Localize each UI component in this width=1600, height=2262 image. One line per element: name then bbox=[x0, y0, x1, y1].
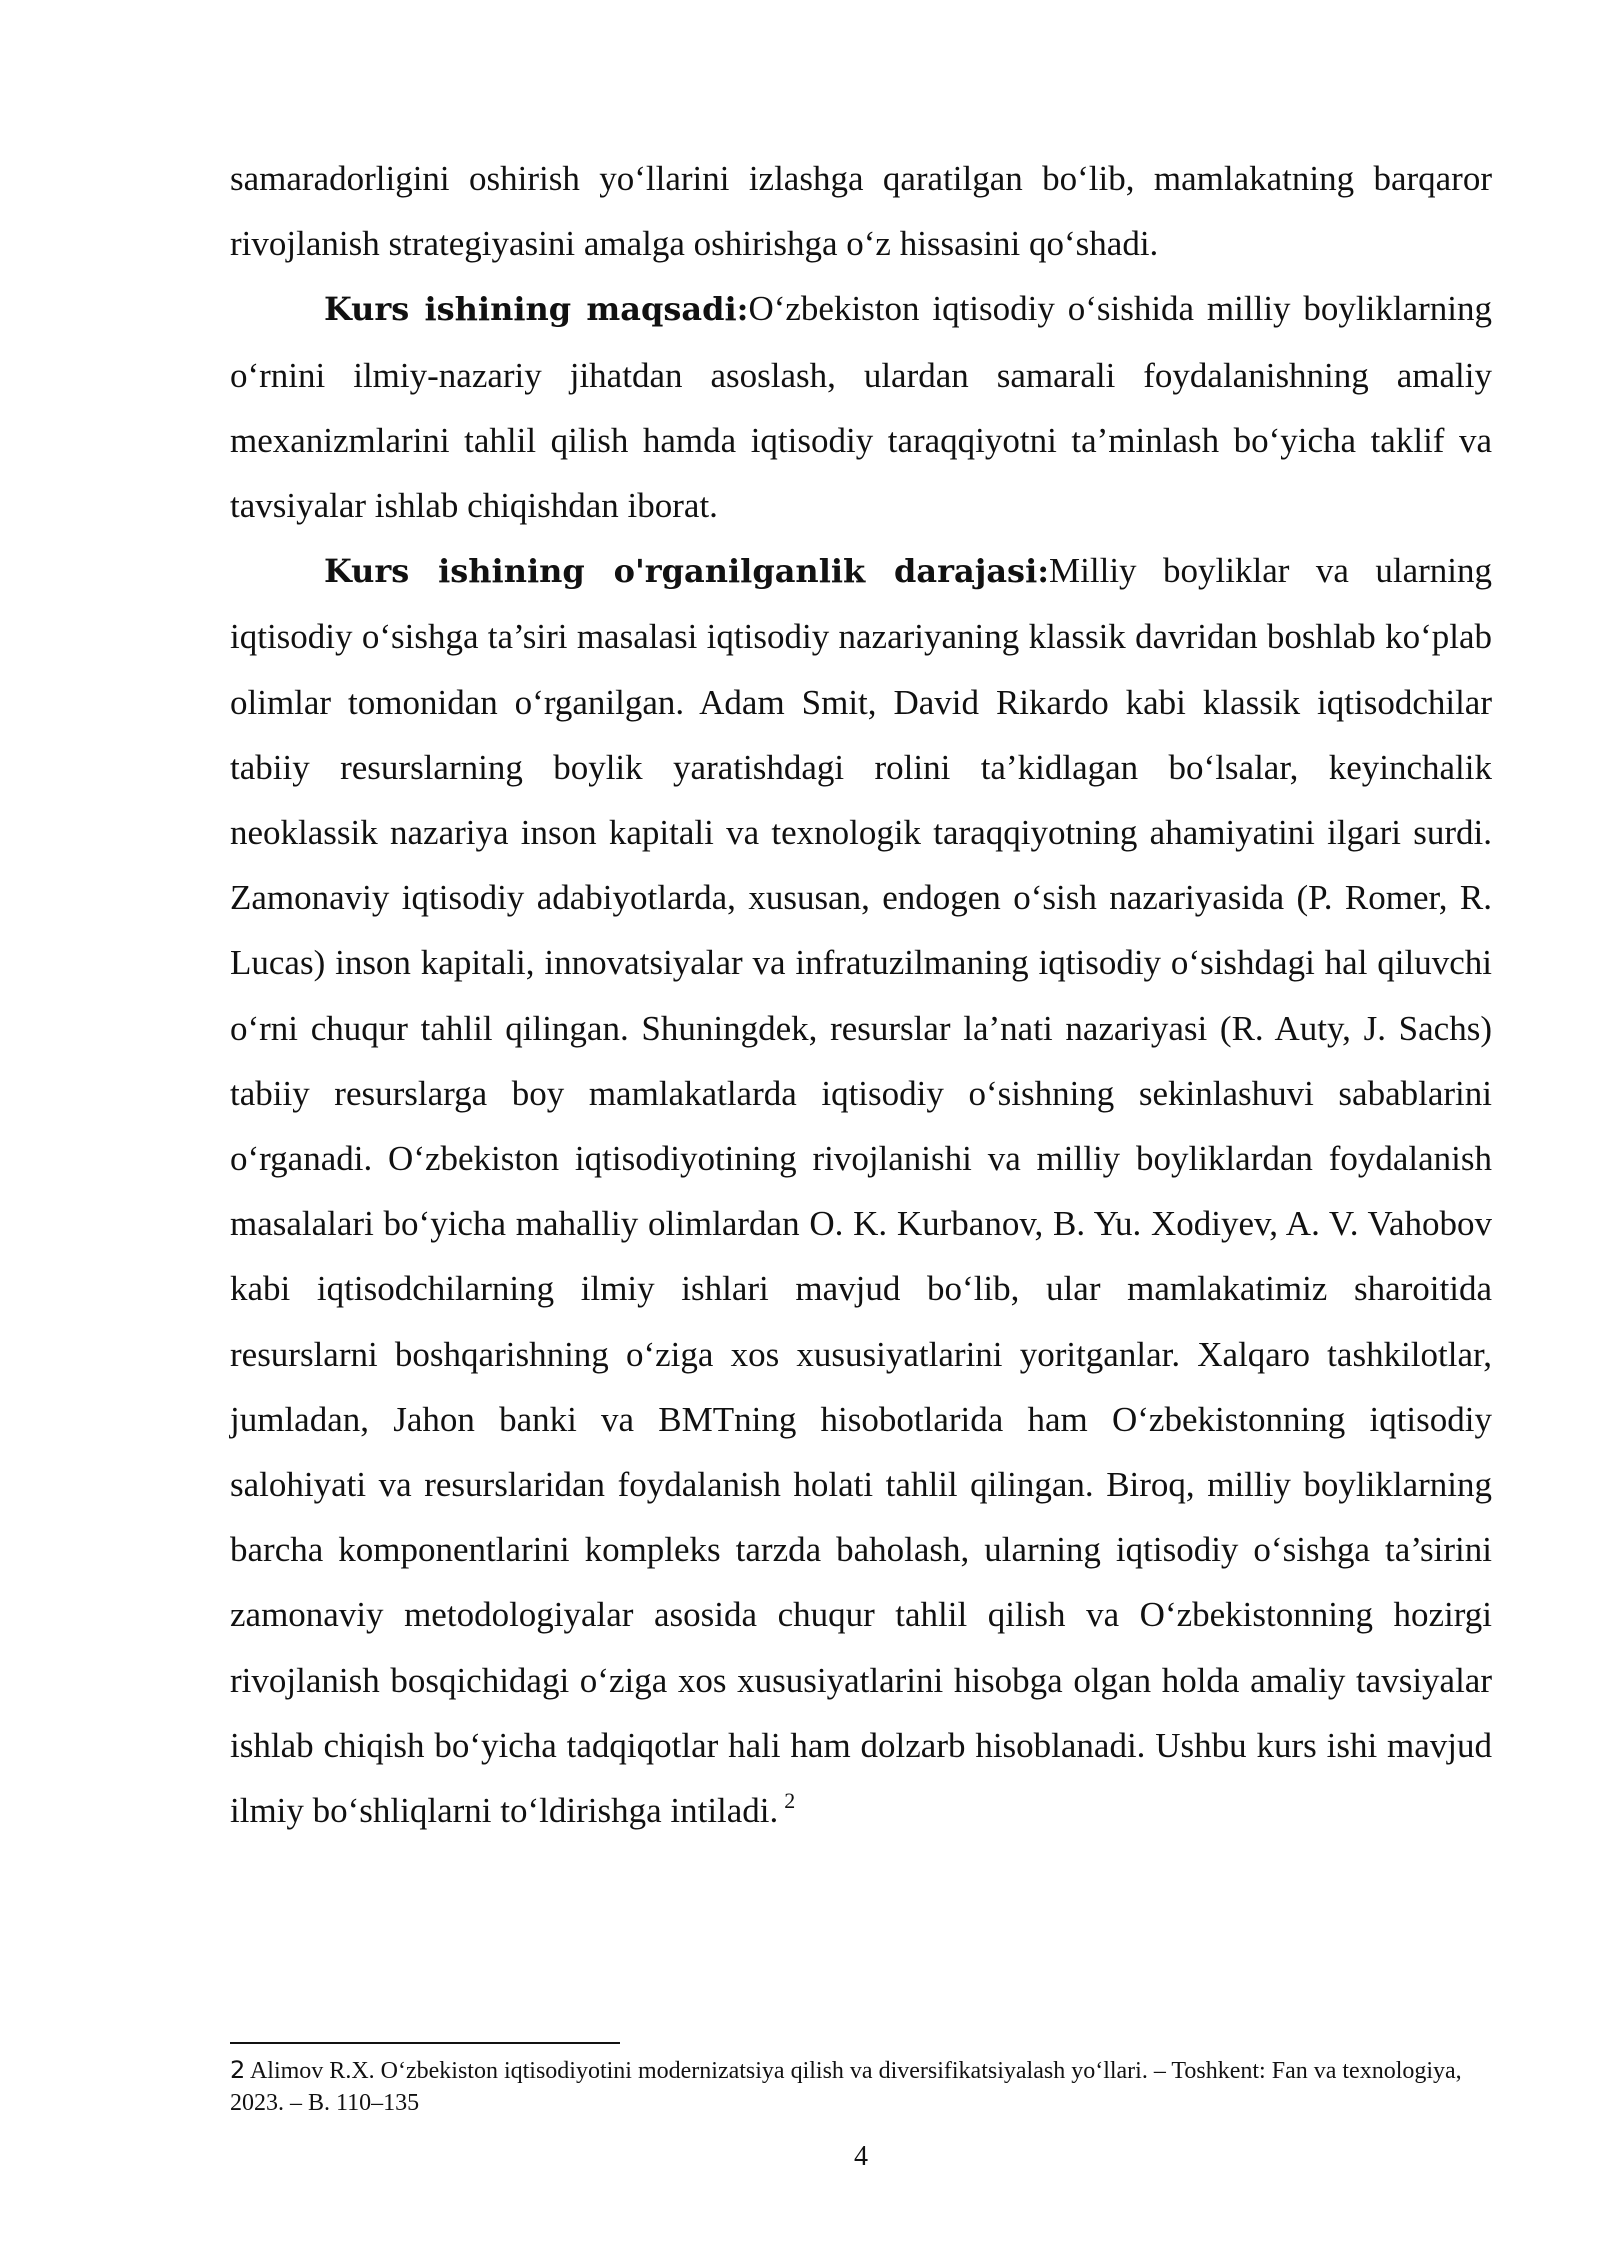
body-text bbox=[230, 146, 1492, 1843]
study-level-text: Milliy boyliklar va ularning iqtisodiy o‘sishga ta’siri masalasi iqtisodiy nazariyaning klassik davridan boshlab ko‘plab olimlar tomonidan o‘rganilgan. Adam Smit, David Rikardo kabi klassik iqtisodchilar tabiiy resurslarning boylik yaratishdagi rolini ta’kidlagan bo‘lsalar, keyinchalik neoklassik nazariya inson kapitali va texnologik taraqqiyotning ahamiyatini ilgari surdi. Zamonaviy iqtisodiy adabiyotlarda, xususan, endogen o‘sish nazariyasida (P. Romer, R. Lucas) inson kapitali, innovatsiyalar va infratuzilmaning iqtisodiy o‘sishdagi hal qiluvchi o‘rni chuqur tahlil qilingan. Shuningdek, resurslar la’nati nazariyasi (R. Auty, J. Sachs) tabiiy resurslarga boy mamlakatlarda iqtisodiy o‘sishning sekinlashuvi sabablarini o‘rganadi. O‘zbekiston iqtisodiyotining rivojlanishi va milliy boyliklardan foydalanish masalalari bo‘yicha mahalliy olimlardan O. K. Kurbanov, B. Yu. Xodiyev, A. V. Vahobov kabi iqtisodchilarning ilmiy ishlari mavjud bo‘lib, ular mamlakatimiz sharoitida resurslarni boshqarishning o‘ziga xos xususiyatlarini yoritganlar. Xalqaro tashkilotlar, jumladan, Jahon banki va BMTning hisobotlarida ham O‘zbekistonning iqtisodiy salohiyati va resurslaridan foydalanish holati tahlil qilingan. Biroq, milliy boyliklarning barcha komponentlarini kompleks tarzda baholash, ularning iqtisodiy o‘sishga ta’sirini zamonaviy metodologiyalar asosida chuqur tahlil qilish va O‘zbekistonning hozirgi rivojlanish bosqichidagi o‘ziga xos xususiyatlarini hisobga olgan holda amaliy tavsiyalar ishlab chiqish bo‘yicha tadqiqotlar hali ham dolzarb hisoblanadi. Ushbu kurs ishi mavjud ilmiy bo‘shliqlarni to‘ldirishga intiladi. bbox=[230, 551, 1492, 1831]
continuation-text: samaradorligini oshirish yo‘llarini izlashga qaratilgan bo‘lib, mamlakatning barqaror rivojlanish strategiyasini amalga oshirishga o‘z hissasini qo‘shadi. bbox=[230, 159, 1492, 264]
footnote-divider bbox=[230, 2042, 620, 2044]
paragraph-study-level bbox=[230, 538, 1492, 1843]
footnote-reference: 2 bbox=[784, 1788, 796, 1814]
footnote-number: 2 bbox=[230, 2056, 246, 2084]
goal-heading: Kurs ishining maqsadi: bbox=[324, 290, 749, 329]
paragraph-continuation bbox=[230, 146, 1492, 276]
study-level-heading: Kurs ishining o'rganilganlik darajasi: bbox=[324, 552, 1050, 591]
page-number: 4 bbox=[854, 2141, 868, 2172]
paragraph-goal bbox=[230, 276, 1492, 538]
goal-text: O‘zbekiston iqtisodiy o‘sishida milliy boyliklarning o‘rnini ilmiy-nazariy jihatdan asoslash, ulardan samarali foydalanishning amaliy mexanizmlarini tahlil qilish hamda iqtisodiy taraqqiyotni ta’minlash bo‘yicha taklif va tavsiyalar ishlab chiqishdan iborat. bbox=[230, 289, 1492, 526]
footnote-text: Alimov R.X. O‘zbekiston iqtisodiyotini modernizatsiya qilish va diversifikatsiyalash yo‘llari. – Toshkent: Fan va texnologiya, 2023. – B. 110–135 bbox=[230, 2058, 1462, 2116]
footnote bbox=[230, 2054, 1492, 2119]
